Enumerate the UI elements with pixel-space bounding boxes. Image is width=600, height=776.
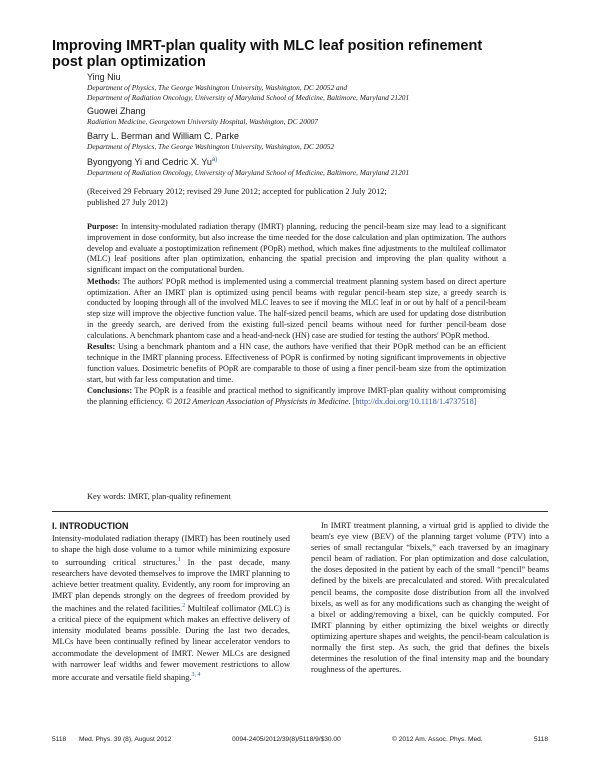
title-line-1: Improving IMRT-plan quality with MLC leaf position refinement: [52, 38, 483, 54]
abstract-label: Methods:: [87, 276, 121, 286]
author-name: Barry L. Berman and William C. Parke: [87, 130, 240, 141]
author-affiliation: Department of Physics, The George Washington University, Washington, DC 20052 and: [87, 83, 348, 92]
citation-link[interactable]: 1: [177, 557, 181, 564]
footer-page-number: 5118: [533, 736, 548, 743]
author-block: [87, 72, 557, 208]
paper-title: [52, 38, 552, 70]
doi-link[interactable]: [http://dx.doi.org/10.1118/1.4737518]: [352, 397, 477, 406]
abstract-label: Results:: [87, 342, 116, 352]
abstract-purpose: [87, 222, 506, 276]
abstract-text: The POpR is a feasible and practical method to significantly improve IMRT-plan quality without compromising the planning efficiency.: [87, 386, 506, 406]
left-column: [52, 520, 290, 683]
submission-dates: [87, 186, 557, 208]
dates-line-1: (Received 29 February 2012; revised 29 June 2012; accepted for publication 2 July 2012;: [87, 186, 387, 196]
abstract-label: Conclusions:: [87, 386, 133, 396]
citation-link[interactable]: 2: [182, 603, 186, 610]
author-affiliation: Department of Radiation Oncology, University of Maryland School of Medicine, Baltimore, Maryland 21201: [87, 168, 410, 177]
footer-copyright: © 2012 Am. Assoc. Phys. Med.: [392, 736, 483, 743]
section-heading: I. INTRODUCTION: [52, 521, 129, 531]
dates-line-2: published 27 July 2012): [87, 197, 168, 207]
abstract-copyright: © 2012 American Association of Physicists in Medicine: [165, 397, 349, 406]
intro-text: In the past decade, many researchers have devoted themselves to improve the IMRT planning to achieve better treatment quality. Evidently, any room for improving an IMRT plan depends strongly on the degrees of freedom provided by the machines and the related facilities.: [52, 557, 290, 614]
intro-paragraph: In IMRT treatment planning, a virtual grid is applied to divide the beam's eye view (BEV) of the planning target volume (PTV) into a series of small rectangular “bixels,” each traversed by an imaginary pencil beam of radiation. For plan optimization and dose calculation, the doses deposited in the patient by each of the small “pencil” beams defined by the bixels are precalculated and stored. With precalculated pencil beams, the composite dose distribution from all the involved bixels, as well as for any modifications such as changing the weight of a bixel or adding/removing a bixel, can be quickly computed. For IMRT planning by either optimizing the bixel weights or directly optimizing aperture shapes and weights, the pencil-beam calculation is normally the first step. As such, the grid that defines the bixels determines the resolution of the final intensity map and the boundary roughness of the apertures.: [311, 521, 549, 675]
page-footer: [52, 734, 548, 746]
intro-text: Intensity-modulated radiation therapy (IMRT) has been routinely used to shape the high dose volume to a tumor while minimizing exposure to surrounding critical structures.: [52, 534, 290, 567]
author-name: Ying Niu: [87, 72, 121, 82]
intro-text: Multileaf collimator (MLC) is a critical piece of the equipment which makes an effective delivery of intensity modulated beams possible. During the last two decades, MLCs have been continually refined by linear accelerator vendors to accommodate the development of IMRT. Newer MLCs are designed with narrower leaf widths and fewer movement restrictions to allow more accurate and versatile field shaping.: [52, 604, 290, 682]
keywords: Key words: IMRT, plan-quality refinement: [87, 492, 231, 501]
abstract-label: Purpose:: [87, 222, 119, 231]
footnote-marker-link[interactable]: a): [211, 157, 218, 163]
author-affiliation: Department of Radiation Oncology, University of Maryland School of Medicine, Baltimore, Maryland 21201: [87, 92, 410, 102]
abstract: [87, 222, 506, 409]
abstract-text: In intensity-modulated radiation therapy (IMRT) planning, reducing the pencil-beam size may lead to a significant improvement in dose conformity, but also increase the time needed for the dose calculation and plan optimization. The authors develop and evaluate a postoptimization refinement (POpR) method, which makes fine adjustments to the multileaf collimator (MLC) leaf positions after plan optimization, enhancing the spatial precision and improving the plan quality without a significant impact on the computational burden.: [87, 222, 506, 274]
author-name-text: Byongyong Yi and Cedric X. Yu: [87, 157, 212, 167]
author-name: Guowei Zhang: [87, 106, 146, 116]
intro-paragraph: [52, 533, 290, 683]
abstract-text: Using a benchmark phantom and a HN case, the authors have verified that their POpR method can be an efficient technique in the IMRT planning process. Effectiveness of POpR is confirmed by noting significant improvements in objective function values. Dosimetric benefits of POpR are comparable to those of using a finer pencil-beam size from the optimization start, but with far less computation and time.: [87, 342, 506, 384]
punctuation: .: [348, 397, 353, 406]
footer-issn: 0094-2405/2012/39(8)/5118/9/$30.00: [232, 736, 341, 743]
footer-page-number: 5118: [52, 736, 67, 743]
author-name-with-footnote: [87, 155, 557, 168]
section-divider: [52, 511, 548, 512]
abstract-conclusions: [87, 386, 506, 408]
title-line-2: post plan optimization: [52, 54, 206, 70]
footer-journal: Med. Phys. 39 (8), August 2012: [79, 736, 172, 743]
author-affiliation: Radiation Medicine, Georgetown University Hospital, Washington, DC 20007: [87, 117, 319, 126]
abstract-results: [87, 342, 506, 385]
abstract-methods: [87, 277, 506, 342]
right-column: [311, 520, 549, 675]
author-affiliation: Department of Physics, The George Washington University, Washington, DC 20052: [87, 141, 335, 151]
citation-link[interactable]: 3, 4: [191, 671, 201, 678]
abstract-text: The authors' POpR method is implemented using a commercial treatment planning system based on direct aperture optimization. After an IMRT plan is optimized using pencil beams with regular pencil-beam step size, a greedy search is conducted by looping through all of the involved MLC leaves to see if moving the MLC leaf in or out by half of a pencil-beam step size will improve the objective function value. The half-sized pencil beams, which are used for updating dose distribution in the greedy search, are derived from the existing full-sized pencil beams without need for further pencil-beam dose calculations. A benchmark phantom case and a head-and-neck (HN) case are studied for testing the authors' POpR method.: [87, 276, 506, 340]
